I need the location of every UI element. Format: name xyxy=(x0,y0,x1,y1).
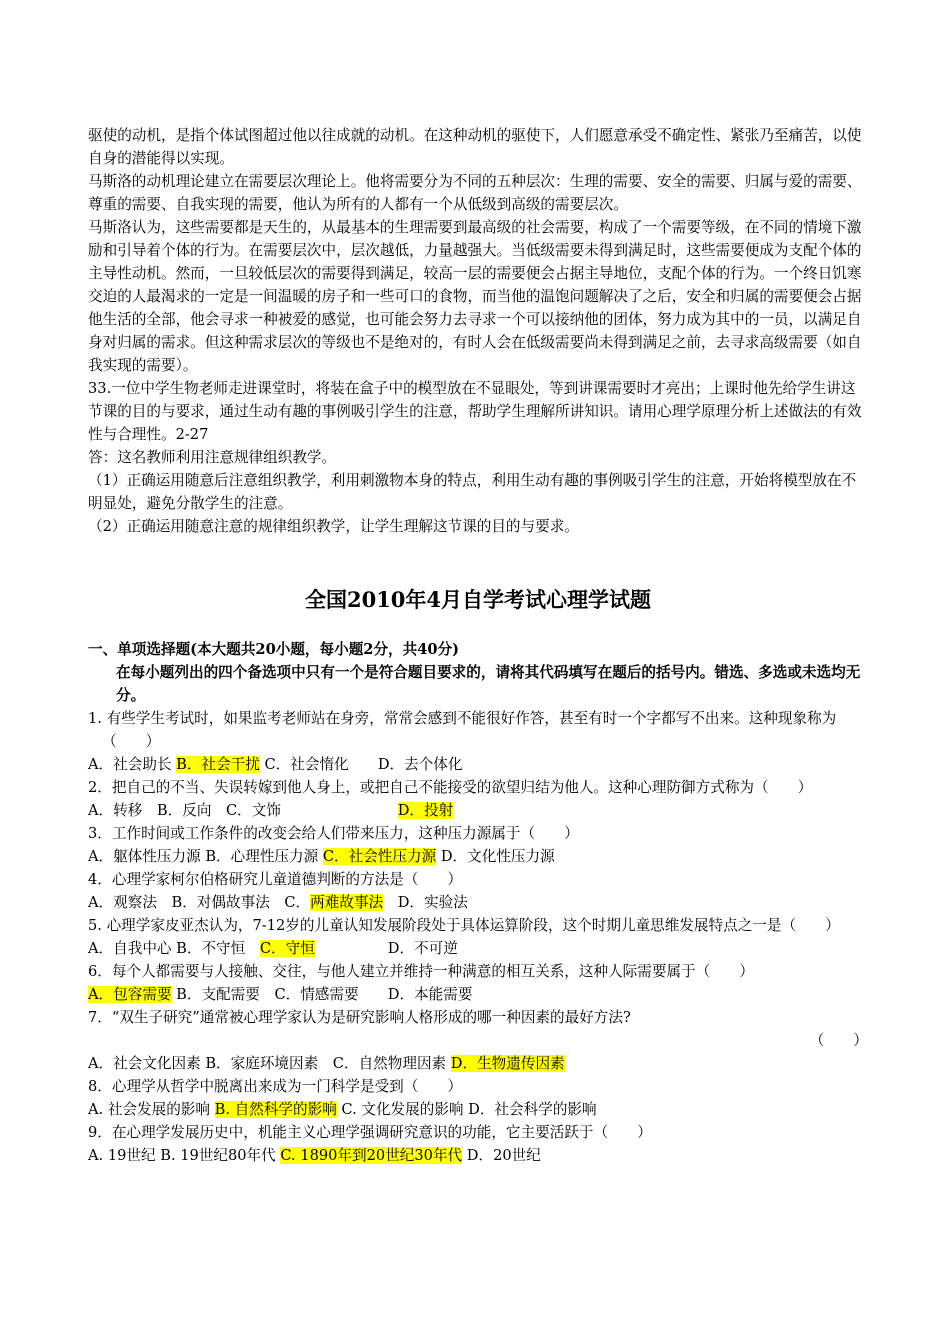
question-stem: 3．工作时间或工作条件的改变会给人们带来压力，这种压力源属于（ ） xyxy=(88,825,579,842)
question-stem: 4．心理学家柯尔伯格研究儿童道德判断的方法是（ ） xyxy=(88,871,463,888)
highlighted-answer: C. 1890年到20世纪30年代 xyxy=(280,1147,463,1164)
highlighted-answer: C．社会性压力源 xyxy=(322,848,437,865)
paragraph: 马斯洛的动机理论建立在需要层次理论上。他将需要分为不同的五种层次：生理的需要、安全的需要、归属与爱的需要、尊重的需要、自我实现的需要，他认为所有的人都有一个从低级到高级的需要层次。 xyxy=(88,173,862,213)
option-text: D．文化性压力源 xyxy=(436,848,555,865)
question-stem: 2．把自己的不当、失误转嫁到他人身上，或把自己不能接受的欲望归结为他人。这种心理防御方式称为（ ） xyxy=(88,779,813,796)
option-text: C. 文化发展的影响 D．社会科学的影响 xyxy=(336,1101,597,1118)
question-options xyxy=(88,799,868,822)
question-options xyxy=(88,891,868,914)
highlighted-answer: A．包容需要 xyxy=(88,986,172,1003)
option-text: A．社会助长 xyxy=(88,756,177,773)
answer-point-1: （1）正确运用随意后注意组织教学，利用刺激物本身的特点，利用生动有趣的事例吸引学生的注意，开始将模型放在不明显处，避免分散学生的注意。 xyxy=(88,472,857,512)
question-options xyxy=(88,1144,868,1167)
exam-title: 全国2010年4月自学考试心理学试题 xyxy=(304,587,652,612)
highlighted-answer: D．投射 xyxy=(397,802,454,819)
answer-blank: （ ） xyxy=(809,1032,868,1049)
question-stem: 8．心理学从哲学中脱离出来成为一门科学是受到（ ） xyxy=(88,1078,463,1095)
highlighted-answer: B．社会干扰 xyxy=(176,756,260,773)
question-stem: 6．每个人都需要与人接触、交往，与他人建立并维持一种满意的相互关系，这种人际需要属于（ ） xyxy=(88,963,755,980)
document-page xyxy=(88,124,868,1167)
question-options xyxy=(88,1098,868,1121)
option-text: A．转移 B．反向 C．文饰 xyxy=(88,802,398,819)
answer-point-2: （2）正确运用随意注意的规律组织教学，让学生理解这节课的目的与要求。 xyxy=(88,518,579,535)
option-text: D．不可逆 xyxy=(314,940,458,957)
option-text: D．实验法 xyxy=(383,894,468,911)
highlighted-answer: C．守恒 xyxy=(259,940,315,957)
question-33: 33.一位中学生物老师走进课堂时，将装在盒子中的模型放在不显眼处，等到讲课需要时才亮出；上课时他先给学生讲这节课的目的与要求，通过生动有趣的事例吸引学生的注意，帮助学生理解所讲知识。请用心理学原理分析上述做法的有效性与合理性。2-27 xyxy=(88,380,862,443)
question-options xyxy=(88,1052,868,1075)
section-heading: 一、单项选择题(本大题共20小题，每小题2分，共40分) xyxy=(88,641,460,658)
option-text: B．支配需要 C．情感需要 D．本能需要 xyxy=(171,986,473,1003)
option-text: A. 19世纪 B. 19世纪80年代 xyxy=(88,1147,281,1164)
answer-line: 答：这名教师利用注意规律组织教学。 xyxy=(88,449,337,466)
option-text: A. 社会发展的影响 xyxy=(88,1101,215,1118)
option-text: C．社会惰化 D．去个体化 xyxy=(259,756,463,773)
paragraph: 马斯洛认为，这些需要都是天生的，从最基本的生理需要到最高级的社会需要，构成了一个需要等级，在不同的情境下激励和引导着个体的行为。在需要层次中，层次越低，力量越强大。当低级需要未得到满足时，这些需要便成为支配个体的主导性动机。然而，一旦较低层次的需要得到满足，较高一层的需要便会占据主导地位，支配个体的行为。一个终日饥寒交迫的人最渴求的一定是一间温暖的房子和一些可口的食物，而当他的温饱问题解决了之后，安全和归属的需要便会占据他生活的全部，他会寻求一种被爱的感觉，也可能会努力去寻求一个可以接纳他的团体，努力成为其中的一员，以满足自身对归属的需求。但这种需求层次的等级也不是绝对的，有时人会在低级需要尚未得到满足之前，去寻求高级需要（如自我实现的需要）。 xyxy=(88,219,862,374)
paragraph: 驱使的动机，是指个体试图超过他以往成就的动机。在这种动机的驱使下，人们愿意承受不确定性、紧张乃至痛苦，以使自身的潜能得以实现。 xyxy=(88,127,862,167)
section-instructions: 在每小题列出的四个备选项中只有一个是符合题目要求的，请将其代码填写在题后的括号内。错选、多选或未选均无分。 xyxy=(116,664,861,704)
option-text: A．躯体性压力源 B．心理性压力源 xyxy=(88,848,323,865)
option-text: A．自我中心 B．不守恒 xyxy=(88,940,260,957)
question-options xyxy=(88,845,868,868)
question-stem: 5. 心理学家皮亚杰认为，7-12岁的儿童认知发展阶段处于具体运算阶段，这个时期儿童思维发展特点之一是（ ） xyxy=(88,917,840,934)
question-stem: 1. 有些学生考试时，如果监考老师站在身旁，常常会感到不能很好作答，甚至有时一个字都写不出来。这种现象称为（ ） xyxy=(88,710,837,750)
question-options xyxy=(88,937,868,960)
highlighted-answer: D．生物遗传因素 xyxy=(450,1055,565,1072)
question-options xyxy=(88,983,868,1006)
highlighted-answer: B. 自然科学的影响 xyxy=(214,1101,337,1118)
question-stem: 7．“双生子研究”通常被心理学家认为是研究影响人格形成的哪一种因素的最好方法? xyxy=(88,1009,631,1026)
question-options xyxy=(88,753,868,776)
option-text: D．20世纪 xyxy=(462,1147,541,1164)
highlighted-answer: 两难故事法 xyxy=(310,894,384,911)
option-text: A．社会文化因素 B．家庭环境因素 C．自然物理因素 xyxy=(88,1055,451,1072)
option-text: A．观察法 B．对偶故事法 C． xyxy=(88,894,311,911)
question-stem: 9．在心理学发展历史中，机能主义心理学强调研究意识的功能，它主要活跃于（ ） xyxy=(88,1124,652,1141)
